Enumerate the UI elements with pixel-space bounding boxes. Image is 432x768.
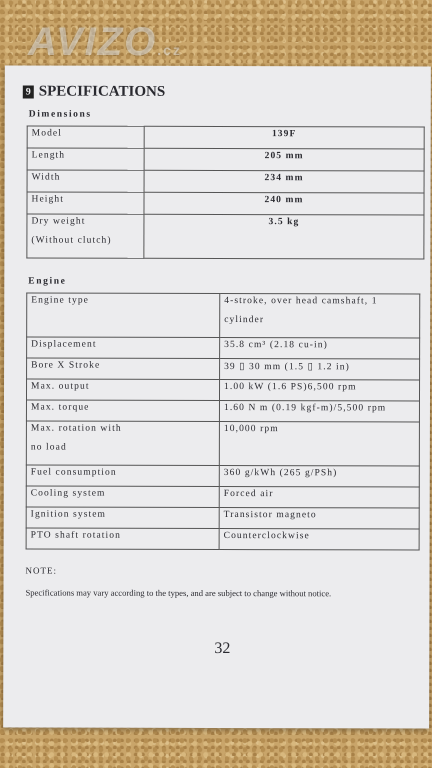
dimensions-table [26,126,424,260]
engine-label: Engine [28,276,67,287]
table-row: Dry weight (Without clutch) 3.5 kg [27,214,424,259]
table-row: Length 205 mm [27,148,424,171]
page-number: 32 [214,639,231,658]
watermark-logo: AVIZO.cz [28,20,182,64]
table-row: Cooling system Forced air [26,486,419,508]
note-text: Specifications may vary according to the types, and are subject to change without notice. [25,587,332,599]
section-heading [23,83,165,100]
table-row: Width 234 mm [27,170,424,193]
table-row: Ignition system Transistor magneto [26,507,419,529]
table-row: Model 139F [27,126,424,149]
table-row: Engine type 4-stroke, over head camshaft, 1 cylinder [27,293,420,338]
engine-table [26,293,421,551]
table-row: Height 240 mm [27,192,424,215]
table-row: Max. output 1.00 kW (1.6 PS)6,500 rpm [26,379,419,401]
table-row: Fuel consumption 360 g/kWh (265 g/PSh) [26,465,419,487]
note-label: NOTE: [25,565,58,576]
table-row: Displacement 35.8 cm³ (2.18 cu-in) [27,337,420,359]
table-row: PTO shaft rotation Counterclockwise [26,528,419,550]
table-row: Max. torque 1.60 N m (0.19 kgf-m)/5,500 rpm [26,400,419,422]
manual-page [3,65,431,728]
section-title: SPECIFICATIONS [38,83,166,100]
dimensions-label: Dimensions [28,109,92,120]
table-row: Bore X Stroke 39 ▯ 30 mm (1.5 ▯ 1.2 in) [27,358,420,380]
table-row: Max. rotation with no load 10,000 rpm [26,421,419,466]
section-number: 9 [23,85,34,98]
